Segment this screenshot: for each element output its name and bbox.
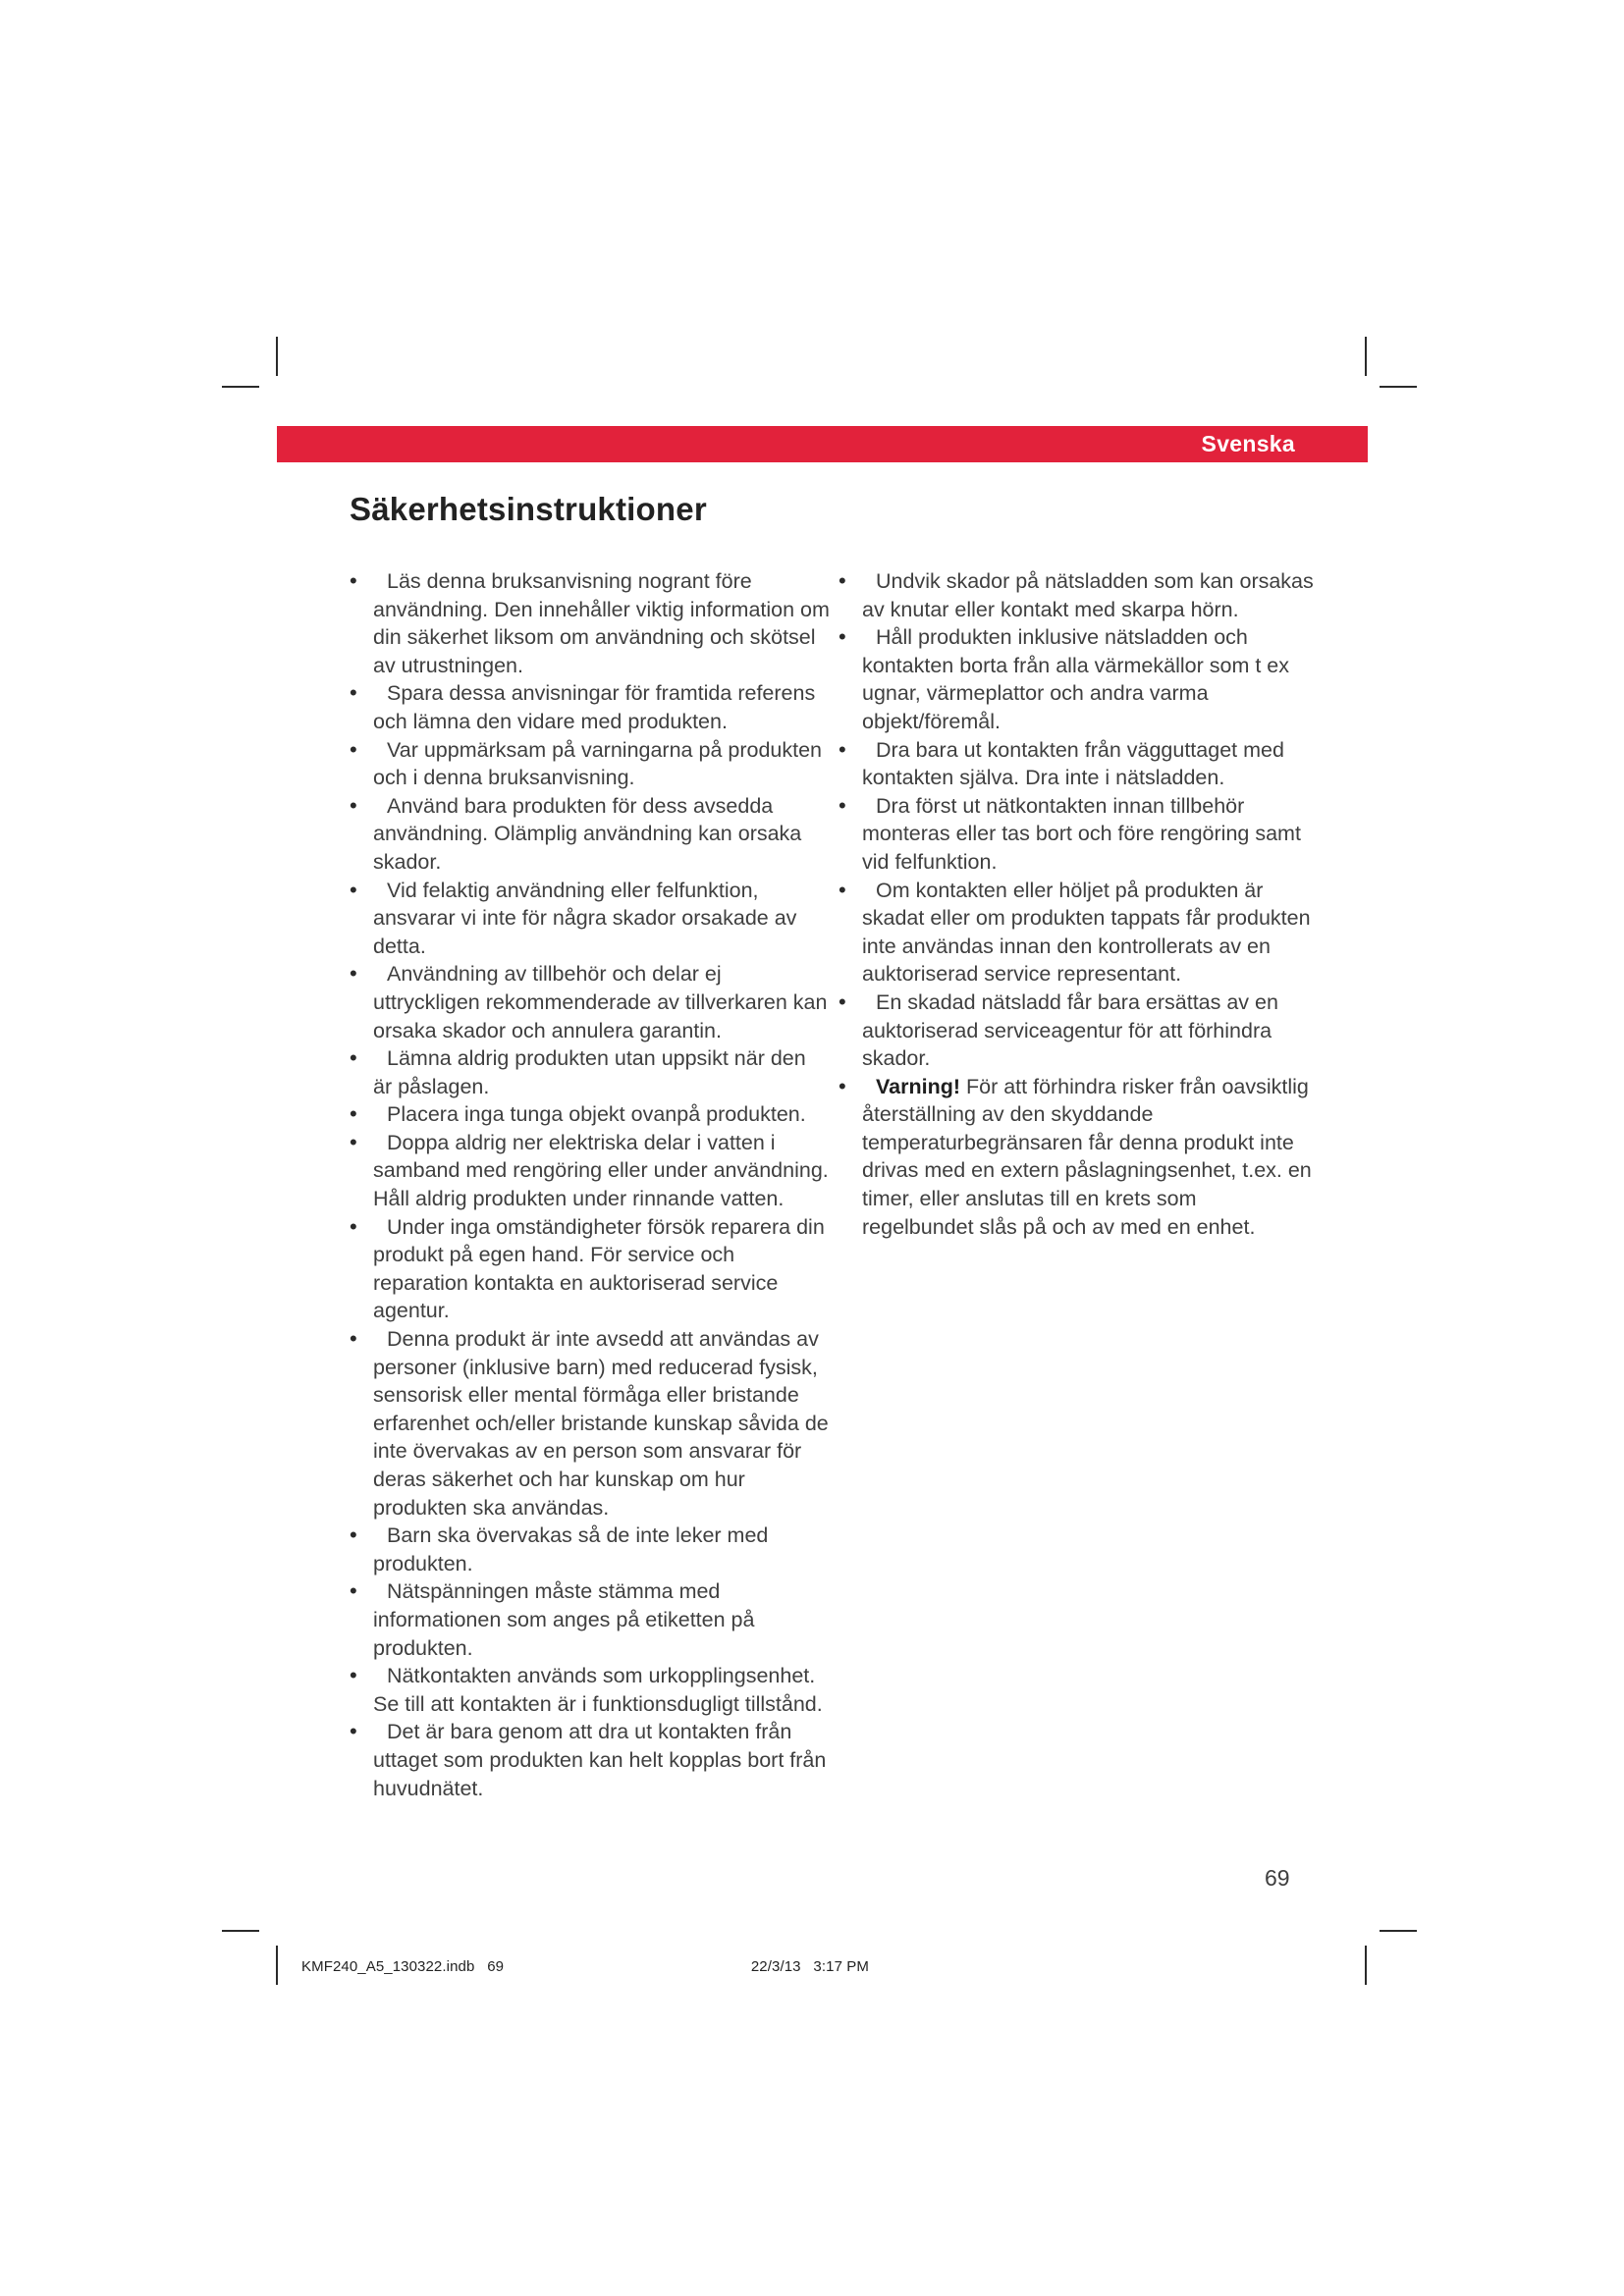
list-item [350, 960, 830, 1044]
list-item-text: Håll produkten inklusive nätsladden och kontakten borta från alla värmekällor som t ex ugnar, värmeplattor och andra varma objekt/föremål. [862, 625, 1289, 733]
warning-label: Varning! [876, 1074, 961, 1098]
bullet-icon: • [350, 1101, 357, 1127]
list-item [350, 792, 830, 877]
list-item-text: Vid felaktig användning eller felfunktion, ansvarar vi inte för några skador orsakade av detta. [373, 878, 797, 958]
list-item [350, 1577, 830, 1662]
crop-mark [276, 1946, 278, 1985]
list-item [350, 567, 830, 679]
list-item-text: Lämna aldrig produkten utan uppsikt när den är påslagen. [373, 1046, 806, 1098]
list-item [350, 1718, 830, 1802]
list-item [839, 792, 1314, 877]
list-item-text: Användning av tillbehör och delar ej uttryckligen rekommenderade av tillverkaren kan orsaka skador och annulera garantin. [373, 962, 828, 1042]
bullet-icon: • [839, 877, 846, 902]
crop-mark [1365, 337, 1367, 376]
crop-mark [1380, 1930, 1417, 1932]
list-item [839, 877, 1314, 988]
bullet-icon: • [839, 792, 846, 818]
bullet-icon: • [839, 624, 846, 650]
list-item [350, 1100, 830, 1129]
list-item [839, 567, 1314, 623]
bullet-icon: • [350, 1326, 357, 1352]
bullet-icon: • [350, 1663, 357, 1688]
crop-mark [222, 1930, 259, 1932]
bullet-icon: • [350, 680, 357, 706]
bullet-icon: • [350, 568, 357, 593]
bullet-icon: • [839, 988, 846, 1014]
bullet-icon: • [350, 877, 357, 902]
list-item-text: En skadad nätsladd får bara ersättas av en auktoriserad serviceagentur för att förhindra skador. [862, 989, 1278, 1071]
language-label: Svenska [1201, 431, 1295, 456]
list-item-text: Läs denna bruksanvisning nogrant före användning. Den innehåller viktig information om din säkerhet liksom om användning och skötsel av utrustningen. [373, 569, 830, 677]
list-item [350, 1129, 830, 1213]
bullet-icon: • [350, 1045, 357, 1071]
page-number: 69 [1265, 1865, 1290, 1891]
list-item [350, 877, 830, 961]
list-item-text: Under inga omständigheter försök reparera din produkt på egen hand. För service och reparation kontakta en auktoriserad service agentur. [373, 1214, 825, 1323]
bullet-icon: • [350, 1719, 357, 1744]
bullet-icon: • [839, 568, 846, 593]
list-item-text: Undvik skador på nätsladden som kan orsakas av knutar eller kontakt med skarpa hörn. [862, 569, 1314, 621]
print-footer-info: KMF240_A5_130322.indb 69 22/3/13 3:17 PM [301, 1958, 869, 1975]
crop-mark [276, 337, 278, 376]
list-item [839, 623, 1314, 735]
bullet-icon: • [350, 736, 357, 762]
bullet-icon: • [350, 792, 357, 818]
list-item-text [862, 1073, 1314, 1242]
list-item-text: Spara dessa anvisningar för framtida referens och lämna den vidare med produkten. [373, 681, 816, 733]
list-item-text: Dra bara ut kontakten från vägguttaget med kontakten själva. Dra inte i nätsladden. [862, 737, 1284, 790]
list-item-text: Dra först ut nätkontakten innan tillbehör monteras eller tas bort och före rengöring samt vid felfunktion. [862, 793, 1301, 874]
crop-mark [1380, 386, 1417, 388]
bullet-icon: • [839, 736, 846, 762]
warning-text: För att förhindra risker från oavsiktlig återställning av den skyddande temperaturbegränsaren får denna produkt inte drivas med en extern påslagningsenhet, t.ex. en timer, eller anslutas till en krets som regelbundet slås på och av med en enhet. [862, 1074, 1312, 1239]
bullet-icon: • [350, 961, 357, 987]
page-title: Säkerhetsinstruktioner [350, 491, 707, 527]
list-item-text: Använd bara produkten för dess avsedda användning. Olämplig användning kan orsaka skador. [373, 793, 802, 874]
left-column-list [350, 567, 830, 1802]
list-item [350, 1522, 830, 1577]
list-item [839, 988, 1314, 1073]
list-item-text: Denna produkt är inte avsedd att användas av personer (inklusive barn) med reducerad fysisk, sensorisk eller mental förmåga eller bristande erfarenhet och/eller bristande kunskap såvida de inte övervakas av en person som ansvarar för deras säkerhet och har kunskap om hur produkten ska användas. [373, 1327, 829, 1520]
right-column-list [839, 567, 1314, 1241]
list-item-text: Nätkontakten används som urkopplingsenhet. Se till att kontakten är i funktionsdugligt tillstånd. [373, 1664, 823, 1716]
bullet-icon: • [350, 1522, 357, 1548]
list-item [350, 1044, 830, 1100]
list-item [350, 679, 830, 735]
list-item-text: Nätspänningen måste stämma med informationen som anges på etiketten på produkten. [373, 1579, 755, 1660]
language-header-bar [277, 426, 1368, 462]
list-item [350, 1213, 830, 1325]
list-item [839, 736, 1314, 792]
list-item [839, 1073, 1314, 1242]
list-item-text: Det är bara genom att dra ut kontakten från uttaget som produkten kan helt kopplas bort från huvudnätet. [373, 1720, 827, 1800]
list-item [350, 736, 830, 792]
list-item-text: Placera inga tunga objekt ovanpå produkten. [387, 1102, 806, 1127]
bullet-icon: • [350, 1129, 357, 1154]
crop-mark [1365, 1946, 1367, 1985]
list-item-text: Om kontakten eller höljet på produkten är skadat eller om produkten tappats får produkten inte användas innan den kontrollerats av en auktoriserad service representant. [862, 878, 1311, 987]
list-item-text: Doppa aldrig ner elektriska delar i vatten i samband med rengöring eller under användning. Håll aldrig produkten under rinnande vatten. [373, 1130, 829, 1211]
list-item-text: Barn ska övervakas så de inte leker med produkten. [373, 1523, 769, 1575]
bullet-icon: • [350, 1578, 357, 1604]
bullet-icon: • [350, 1213, 357, 1239]
bullet-icon: • [839, 1073, 846, 1098]
crop-mark [222, 386, 259, 388]
list-item-text: Var uppmärksam på varningarna på produkten och i denna bruksanvisning. [373, 737, 822, 790]
list-item [350, 1662, 830, 1718]
list-item [350, 1325, 830, 1522]
